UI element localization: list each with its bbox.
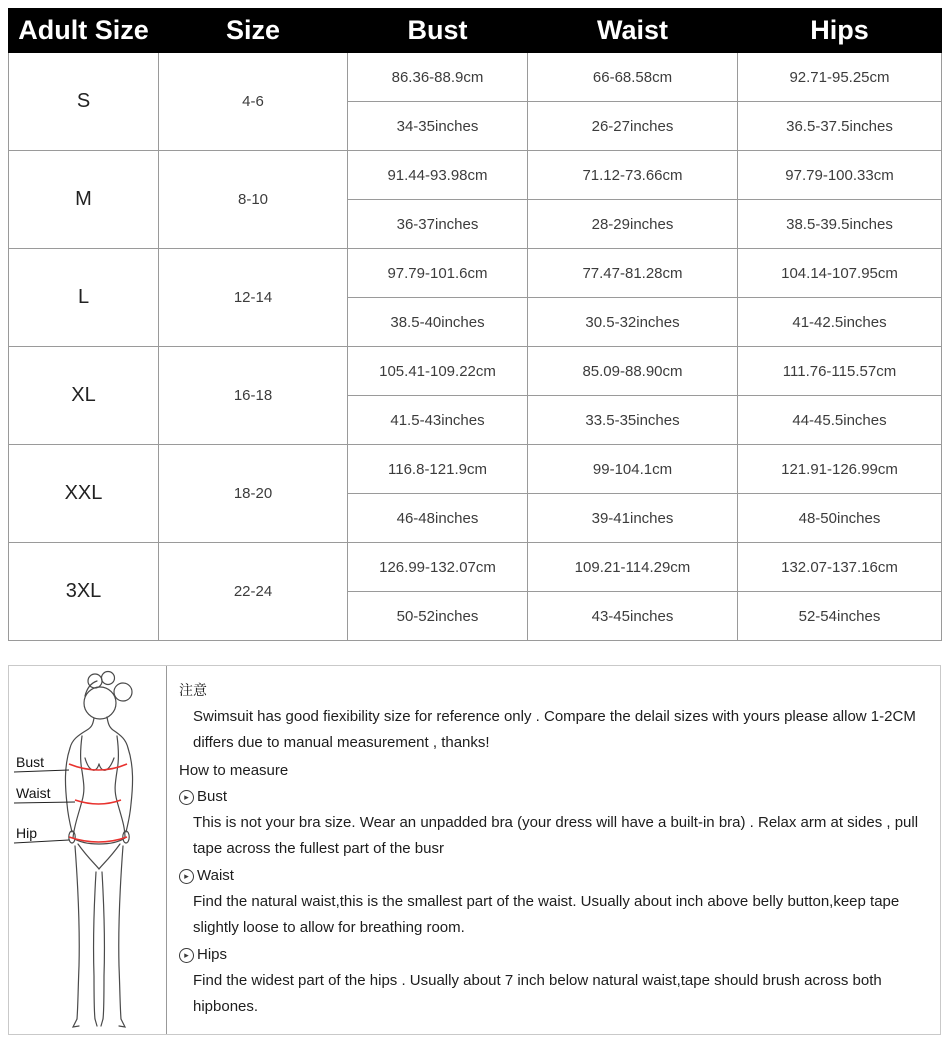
bust-cm-cell: 126.99-132.07cm [348, 543, 528, 592]
waist-bullet-icon: ▸ [179, 869, 194, 884]
hips-cm-cell: 121.91-126.99cm [738, 445, 942, 494]
bust-cm-cell: 116.8-121.9cm [348, 445, 528, 494]
size-range-cell: 12-14 [159, 249, 348, 347]
hips-cm-cell: 92.71-95.25cm [738, 53, 942, 102]
hips-section-label: Hips [197, 946, 228, 963]
size-chart-table [8, 8, 942, 641]
bust-pointer-line [14, 770, 69, 772]
adult-size-cell: XXL [9, 445, 159, 543]
size-range-cell: 16-18 [159, 347, 348, 445]
table-row [9, 445, 942, 494]
body-measurement-figure [9, 666, 166, 1034]
hips-cm-cell: 132.07-137.16cm [738, 543, 942, 592]
table-row [9, 151, 942, 200]
waist-section-body: Find the natural waist,this is the smallest part of the waist. Usually about inch above belly button,keep tape slightly loose to allow for breathing room. [193, 893, 900, 936]
size-range-cell: 4-6 [159, 53, 348, 151]
bust-section-title [179, 784, 926, 810]
hips-section-body: Find the widest part of the hips . Usually about 7 inch below natural waist,tape should brush across both hipbones. [193, 972, 882, 1015]
hips-section-title [179, 942, 926, 968]
bust-label: Bust [16, 754, 45, 770]
header-size: Size [159, 9, 348, 53]
waist-in-cell: 30.5-32inches [528, 298, 738, 347]
bust-bullet-icon: ▸ [179, 790, 194, 805]
hips-cm-cell: 111.76-115.57cm [738, 347, 942, 396]
waist-cm-cell: 85.09-88.90cm [528, 347, 738, 396]
waist-section-title [179, 863, 926, 889]
size-range-cell: 22-24 [159, 543, 348, 641]
bust-section-label: Bust [197, 788, 228, 805]
bust-cm-cell: 105.41-109.22cm [348, 347, 528, 396]
adult-size-cell: L [9, 249, 159, 347]
bust-cm-cell: 97.79-101.6cm [348, 249, 528, 298]
waist-section-label: Waist [197, 867, 234, 884]
figure-panel [9, 666, 167, 1034]
waist-cm-cell: 66-68.58cm [528, 53, 738, 102]
bust-in-cell: 41.5-43inches [348, 396, 528, 445]
waist-cm-cell: 77.47-81.28cm [528, 249, 738, 298]
header-adult-size: Adult Size [9, 9, 159, 53]
size-range-cell: 18-20 [159, 445, 348, 543]
waist-pointer-line [14, 802, 75, 803]
bust-in-cell: 36-37inches [348, 200, 528, 249]
waist-cm-cell: 109.21-114.29cm [528, 543, 738, 592]
attention-label: 注意 [179, 682, 207, 698]
measurement-lines [69, 764, 127, 842]
waist-in-cell: 39-41inches [528, 494, 738, 543]
bust-in-cell: 38.5-40inches [348, 298, 528, 347]
bust-cm-cell: 91.44-93.98cm [348, 151, 528, 200]
bust-in-cell: 46-48inches [348, 494, 528, 543]
adult-size-cell: 3XL [9, 543, 159, 641]
table-row [9, 347, 942, 396]
bust-in-cell: 50-52inches [348, 592, 528, 641]
hip-label: Hip [16, 825, 38, 841]
hips-in-cell: 48-50inches [738, 494, 942, 543]
table-row [9, 543, 942, 592]
header-row [9, 9, 942, 53]
measurement-instructions [167, 666, 940, 1034]
how-to-measure-title: How to measure [179, 762, 289, 779]
adult-size-cell: M [9, 151, 159, 249]
bust-cm-cell: 86.36-88.9cm [348, 53, 528, 102]
waist-in-cell: 43-45inches [528, 592, 738, 641]
waist-label: Waist [16, 785, 51, 801]
hips-in-cell: 36.5-37.5inches [738, 102, 942, 151]
bust-in-cell: 34-35inches [348, 102, 528, 151]
table-row [9, 249, 942, 298]
hips-in-cell: 41-42.5inches [738, 298, 942, 347]
hips-cm-cell: 97.79-100.33cm [738, 151, 942, 200]
hips-bullet-icon: ▸ [179, 948, 194, 963]
disclaimer-text: Swimsuit has good fiexibility size for reference only . Compare the delail sizes with yours please allow 1-2CM differs due to manual measurement , thanks! [193, 708, 916, 751]
adult-size-cell: S [9, 53, 159, 151]
hips-in-cell: 44-45.5inches [738, 396, 942, 445]
bust-section-body: This is not your bra size. Wear an unpadded bra (your dress will have a built-in bra) . Relax arm at sides , pull tape across the fullest part of the busr [193, 814, 919, 857]
waist-in-cell: 33.5-35inches [528, 396, 738, 445]
hips-in-cell: 38.5-39.5inches [738, 200, 942, 249]
hips-in-cell: 52-54inches [738, 592, 942, 641]
waist-cm-cell: 71.12-73.66cm [528, 151, 738, 200]
size-range-cell: 8-10 [159, 151, 348, 249]
measurement-notes-section [8, 665, 941, 1035]
header-hips: Hips [738, 9, 942, 53]
table-row [9, 53, 942, 102]
hips-cm-cell: 104.14-107.95cm [738, 249, 942, 298]
adult-size-cell: XL [9, 347, 159, 445]
header-bust: Bust [348, 9, 528, 53]
header-waist: Waist [528, 9, 738, 53]
waist-in-cell: 28-29inches [528, 200, 738, 249]
waist-in-cell: 26-27inches [528, 102, 738, 151]
waist-cm-cell: 99-104.1cm [528, 445, 738, 494]
